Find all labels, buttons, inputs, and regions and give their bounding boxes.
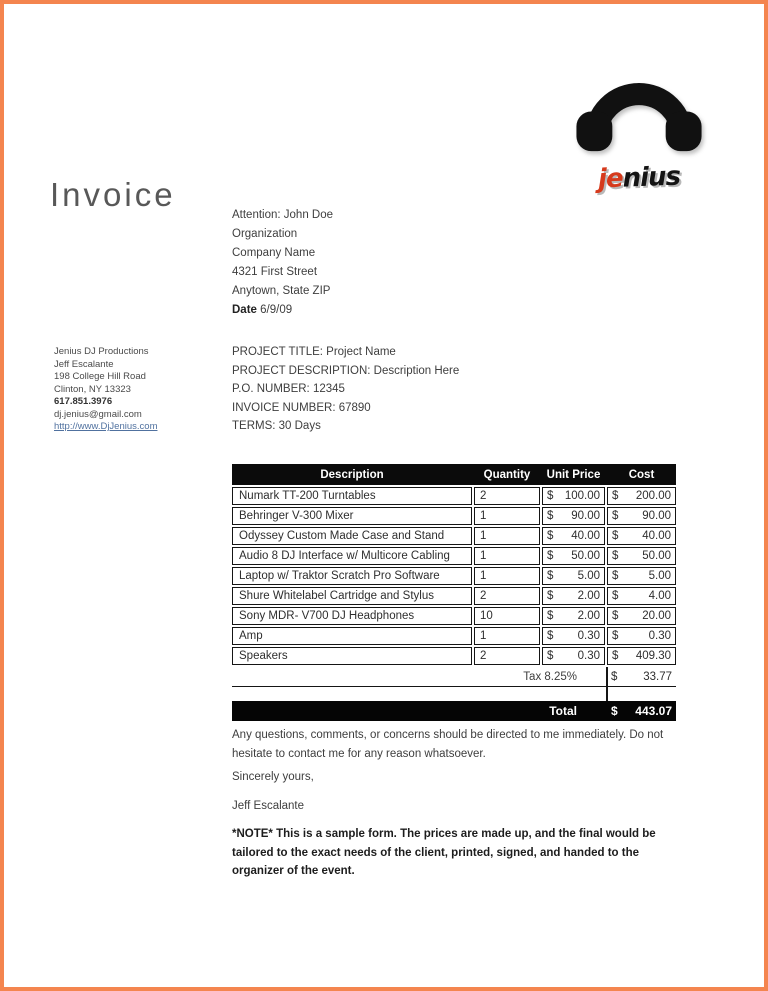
terms: TERMS: 30 Days [232,420,321,432]
row-description: Odyssey Custom Made Case and Stand [232,527,472,545]
cost-value: 40.00 [642,530,671,542]
row-unit-price [542,507,605,525]
row-unit-price [542,487,605,505]
currency-symbol: $ [612,650,619,662]
date-value: 6/9/09 [260,304,293,316]
row-unit-price [542,607,605,625]
currency-symbol: $ [612,610,619,622]
headphones-icon [569,139,709,156]
note-line1: *NOTE* This is a sample form. The prices are made up, and the final would be [232,828,656,840]
header-unit-price: Unit Price [546,468,601,481]
table-row [232,647,676,665]
cost-value: 20.00 [642,610,671,622]
cost-value: 5.00 [648,570,671,582]
row-unit-price [542,647,605,665]
page-title: Invoice [50,176,176,213]
row-quantity: 1 [474,527,540,545]
unit-price-value: 5.00 [577,570,600,582]
header-cost: Cost [628,468,655,481]
recipient-company: Company Name [232,247,316,259]
row-cost [607,507,676,525]
recipient-attention: Attention: John Doe [232,209,334,221]
total-label: Total [549,704,577,718]
recipient-block [232,206,333,320]
row-cost [607,647,676,665]
table-row [232,607,676,625]
currency-symbol: $ [612,590,619,602]
currency-symbol: $ [611,704,618,718]
row-quantity: 1 [474,507,540,525]
project-description: PROJECT DESCRIPTION: Description Here [232,364,460,377]
table-row [232,547,676,565]
cost-value: 4.00 [648,590,671,602]
currency-symbol: $ [611,670,618,683]
unit-price-value: 2.00 [577,590,600,602]
row-description: Shure Whitelabel Cartridge and Stylus [232,587,472,605]
row-cost [607,627,676,645]
tax-amount-value: 33.77 [643,670,672,683]
sender-street: 198 College Hill Road [54,371,146,382]
invoice-date [232,301,333,320]
row-unit-price [542,627,605,645]
row-cost [607,587,676,605]
total-amount-cell [607,704,676,718]
unit-price-value: 0.30 [577,650,600,662]
unit-price-value: 40.00 [571,530,600,542]
row-quantity: 1 [474,547,540,565]
table-row [232,587,676,605]
currency-symbol: $ [547,530,554,542]
note-line3: organizer of the event. [232,865,355,877]
sender-city: Clinton, NY 13323 [54,383,131,395]
date-label: Date [232,304,257,316]
table-header [232,464,676,485]
recipient-organization: Organization [232,228,298,240]
logo-wordmark-black: nius [622,161,681,194]
row-description: Laptop w/ Traktor Scratch Pro Software [232,567,472,585]
row-unit-price [542,547,605,565]
salutation: Sincerely yours, [232,771,314,783]
logo-wordmark [560,160,719,195]
currency-symbol: $ [612,530,619,542]
total-amount-value: 443.07 [635,704,672,718]
header-quantity: Quantity [483,468,531,481]
row-description: Audio 8 DJ Interface w/ Multicore Cabling [232,547,472,565]
row-cost [607,567,676,585]
currency-symbol: $ [612,570,619,582]
total-gap [232,687,676,701]
signature-name: Jeff Escalante [232,800,305,812]
po-number: P.O. NUMBER: 12345 [232,383,345,395]
table-row [232,527,676,545]
total-bar [232,701,676,721]
unit-price-value: 100.00 [564,490,600,502]
row-quantity: 1 [474,627,540,645]
unit-price-value: 50.00 [571,550,600,562]
unit-price-value: 90.00 [571,510,600,522]
logo-wordmark-red: je [597,163,624,195]
sender-company: Jenius DJ Productions [54,346,149,357]
tax-amount-cell [607,671,676,683]
closing-message [232,726,684,764]
table-row [232,627,676,645]
currency-symbol: $ [612,630,619,642]
row-cost [607,527,676,545]
cost-column-divider [606,667,608,701]
currency-symbol: $ [612,510,619,522]
sender-email: dj.jenius@gmail.com [54,408,142,420]
row-cost [607,487,676,505]
project-title: PROJECT TITLE: Project Name [232,346,396,358]
currency-symbol: $ [547,510,554,522]
cost-value: 200.00 [635,490,671,502]
row-quantity: 2 [474,647,540,665]
table-row [232,567,676,585]
invoice-number: INVOICE NUMBER: 67890 [232,401,371,414]
tax-label: Tax 8.25% [523,670,577,683]
currency-symbol: $ [547,570,554,582]
row-cost [607,607,676,625]
currency-symbol: $ [547,490,554,502]
sender-name: Jeff Escalante [54,358,114,370]
sender-phone: 617.851.3976 [54,396,113,407]
row-quantity: 2 [474,487,540,505]
closing-message-line1: Any questions, comments, or concerns should be directed to me immediately. Do not [232,729,664,741]
sender-website-link[interactable]: http://www.DjJenius.com [54,421,158,432]
currency-symbol: $ [612,550,619,562]
unit-price-value: 0.30 [577,630,600,642]
unit-price-value: 2.00 [577,610,600,622]
table-row [232,487,676,505]
project-block [232,343,459,436]
sender-block [54,346,157,434]
table-row [232,507,676,525]
currency-symbol: $ [547,550,554,562]
closing-message-line2: hesitate to contact me for any reason whatsoever. [232,748,486,760]
row-description: Speakers [232,647,472,665]
currency-symbol: $ [547,590,554,602]
cost-value: 90.00 [642,510,671,522]
row-unit-price [542,567,605,585]
recipient-city: Anytown, State ZIP [232,285,331,297]
invoice-table [232,464,676,721]
row-cost [607,547,676,565]
tax-row [232,667,676,687]
row-description: Behringer V-300 Mixer [232,507,472,525]
company-logo [560,60,718,193]
note-line2: tailored to the exact needs of the client, printed, signed, and handed to the [232,846,640,859]
row-description: Amp [232,627,472,645]
row-description: Sony MDR- V700 DJ Headphones [232,607,472,625]
table-body [232,487,676,665]
currency-symbol: $ [547,650,554,662]
header-description: Description [320,468,384,481]
row-description: Numark TT-200 Turntables [232,487,472,505]
row-unit-price [542,527,605,545]
row-unit-price [542,587,605,605]
sample-form-note [232,825,677,881]
currency-symbol: $ [547,630,554,642]
row-quantity: 2 [474,587,540,605]
cost-value: 50.00 [642,550,671,562]
row-quantity: 1 [474,567,540,585]
currency-symbol: $ [547,610,554,622]
recipient-street: 4321 First Street [232,266,318,278]
row-quantity: 10 [474,607,540,625]
currency-symbol: $ [612,490,619,502]
cost-value: 0.30 [648,630,671,642]
cost-value: 409.30 [635,650,671,662]
